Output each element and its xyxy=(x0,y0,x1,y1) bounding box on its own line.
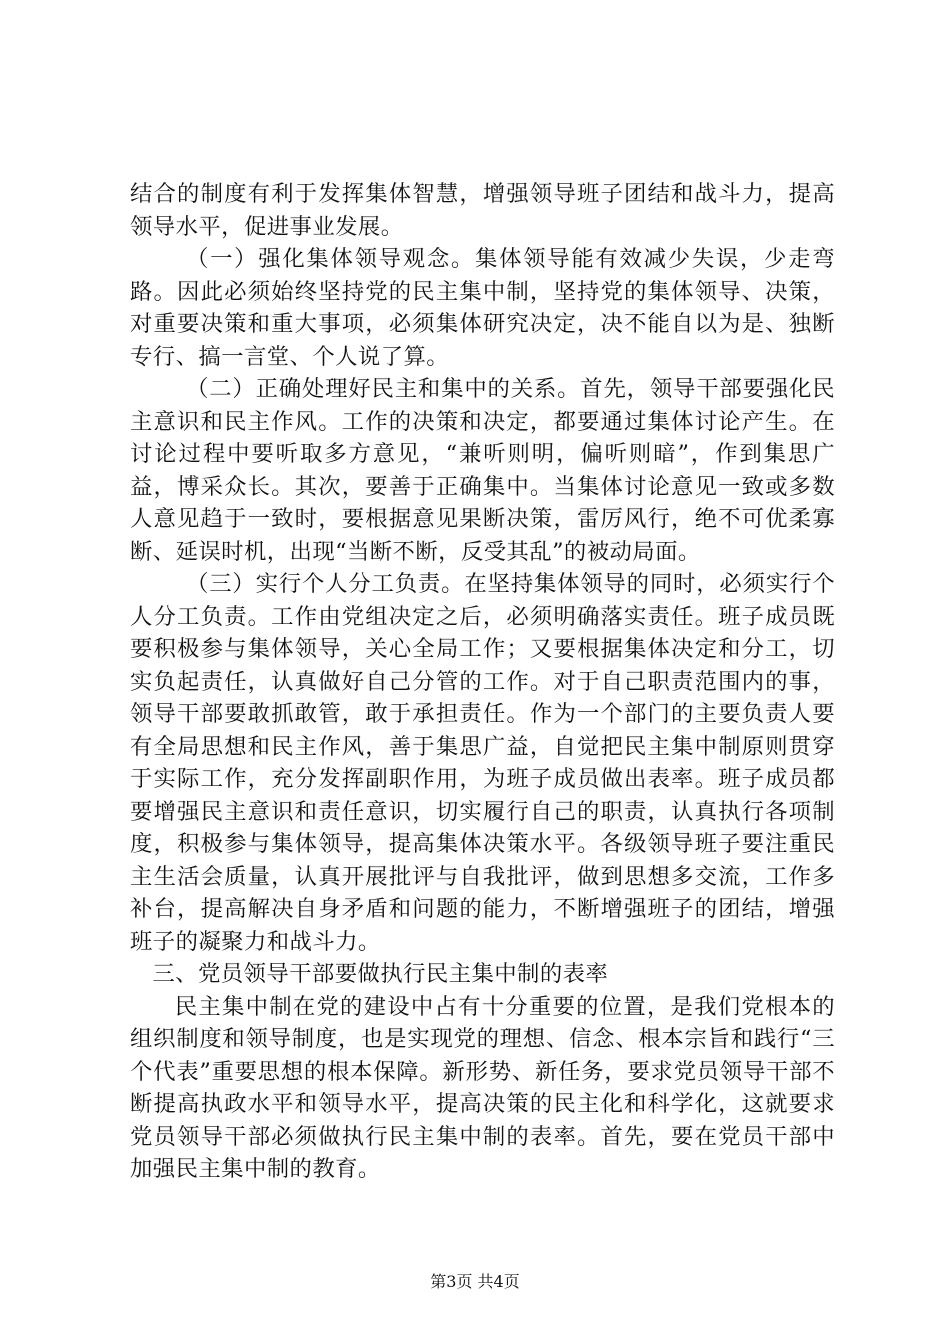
document-body xyxy=(130,178,835,1186)
paragraph-democracy-centralism: （二）正确处理好民主和集中的关系。首先，领导干部要强化民主意识和民主作风。工作的决策和决定，都要通过集体讨论产生。在讨论过程中要听取多方意见，“兼听则明，偏听则暗”，作到集思广益，博采众长。其次，要善于正确集中。当集体讨论意见一致或多数人意见趋于一致时，要根据意见果断决策，雷厉风行，绝不可优柔寡断、延误时机，出现“当断不断，反受其乱”的被动局面。 xyxy=(130,376,835,565)
section-heading: 三、党员领导干部要做执行民主集中制的表率 xyxy=(152,961,609,987)
page-number-footer: 第3页 共4页 xyxy=(430,1272,520,1291)
paragraph-exemplar: 民主集中制在党的建设中占有十分重要的位置，是我们党根本的组织制度和领导制度，也是实现党的理想、信念、根本宗旨和践行“三个代表”重要思想的根本保障。新形势、新任务，要求党员领导干部不断提高执政水平和领导水平，提高决策的民主化和科学化，这就要求党员领导干部必须做执行民主集中制的表率。首先，要在党员干部中加强民主集中制的教育。 xyxy=(130,993,835,1182)
paragraph-continuation: 结合的制度有利于发挥集体智慧，增强领导班子团结和战斗力，提高领导水平，促进事业发展。 xyxy=(130,181,835,240)
paragraph-individual-responsibility: （三）实行个人分工负责。在坚持集体领导的同时，必须实行个人分工负责。工作由党组决定之后，必须明确落实责任。班子成员既要积极参与集体领导，关心全局工作；又要根据集体决定和分工，切实负起责任，认真做好自己分管的工作。对于自己职责范围内的事，领导干部要敢抓敢管，敢于承担责任。作为一个部门的主要负责人要有全局思想和民主作风，善于集思广益，自觉把民主集中制原则贯穿于实际工作，充分发挥副职作用，为班子成员做出表率。班子成员都要增强民主意识和责任意识，切实履行自己的职责，认真执行各项制度，积极参与集体领导，提高集体决策水平。各级领导班子要注重民主生活会质量，认真开展批评与自我批评，做到思想多交流，工作多补台，提高解决自身矛盾和问题的能力，不断增强班子的团结，增强班子的凝聚力和战斗力。 xyxy=(130,571,835,955)
paragraph-collective-leadership: （一）强化集体领导观念。集体领导能有效减少失误，少走弯路。因此必须始终坚持党的民主集中制，坚持党的集体领导、决策，对重要决策和重大事项，必须集体研究决定，决不能自以为是、独断专行、搞一言堂、个人说了算。 xyxy=(130,246,835,370)
